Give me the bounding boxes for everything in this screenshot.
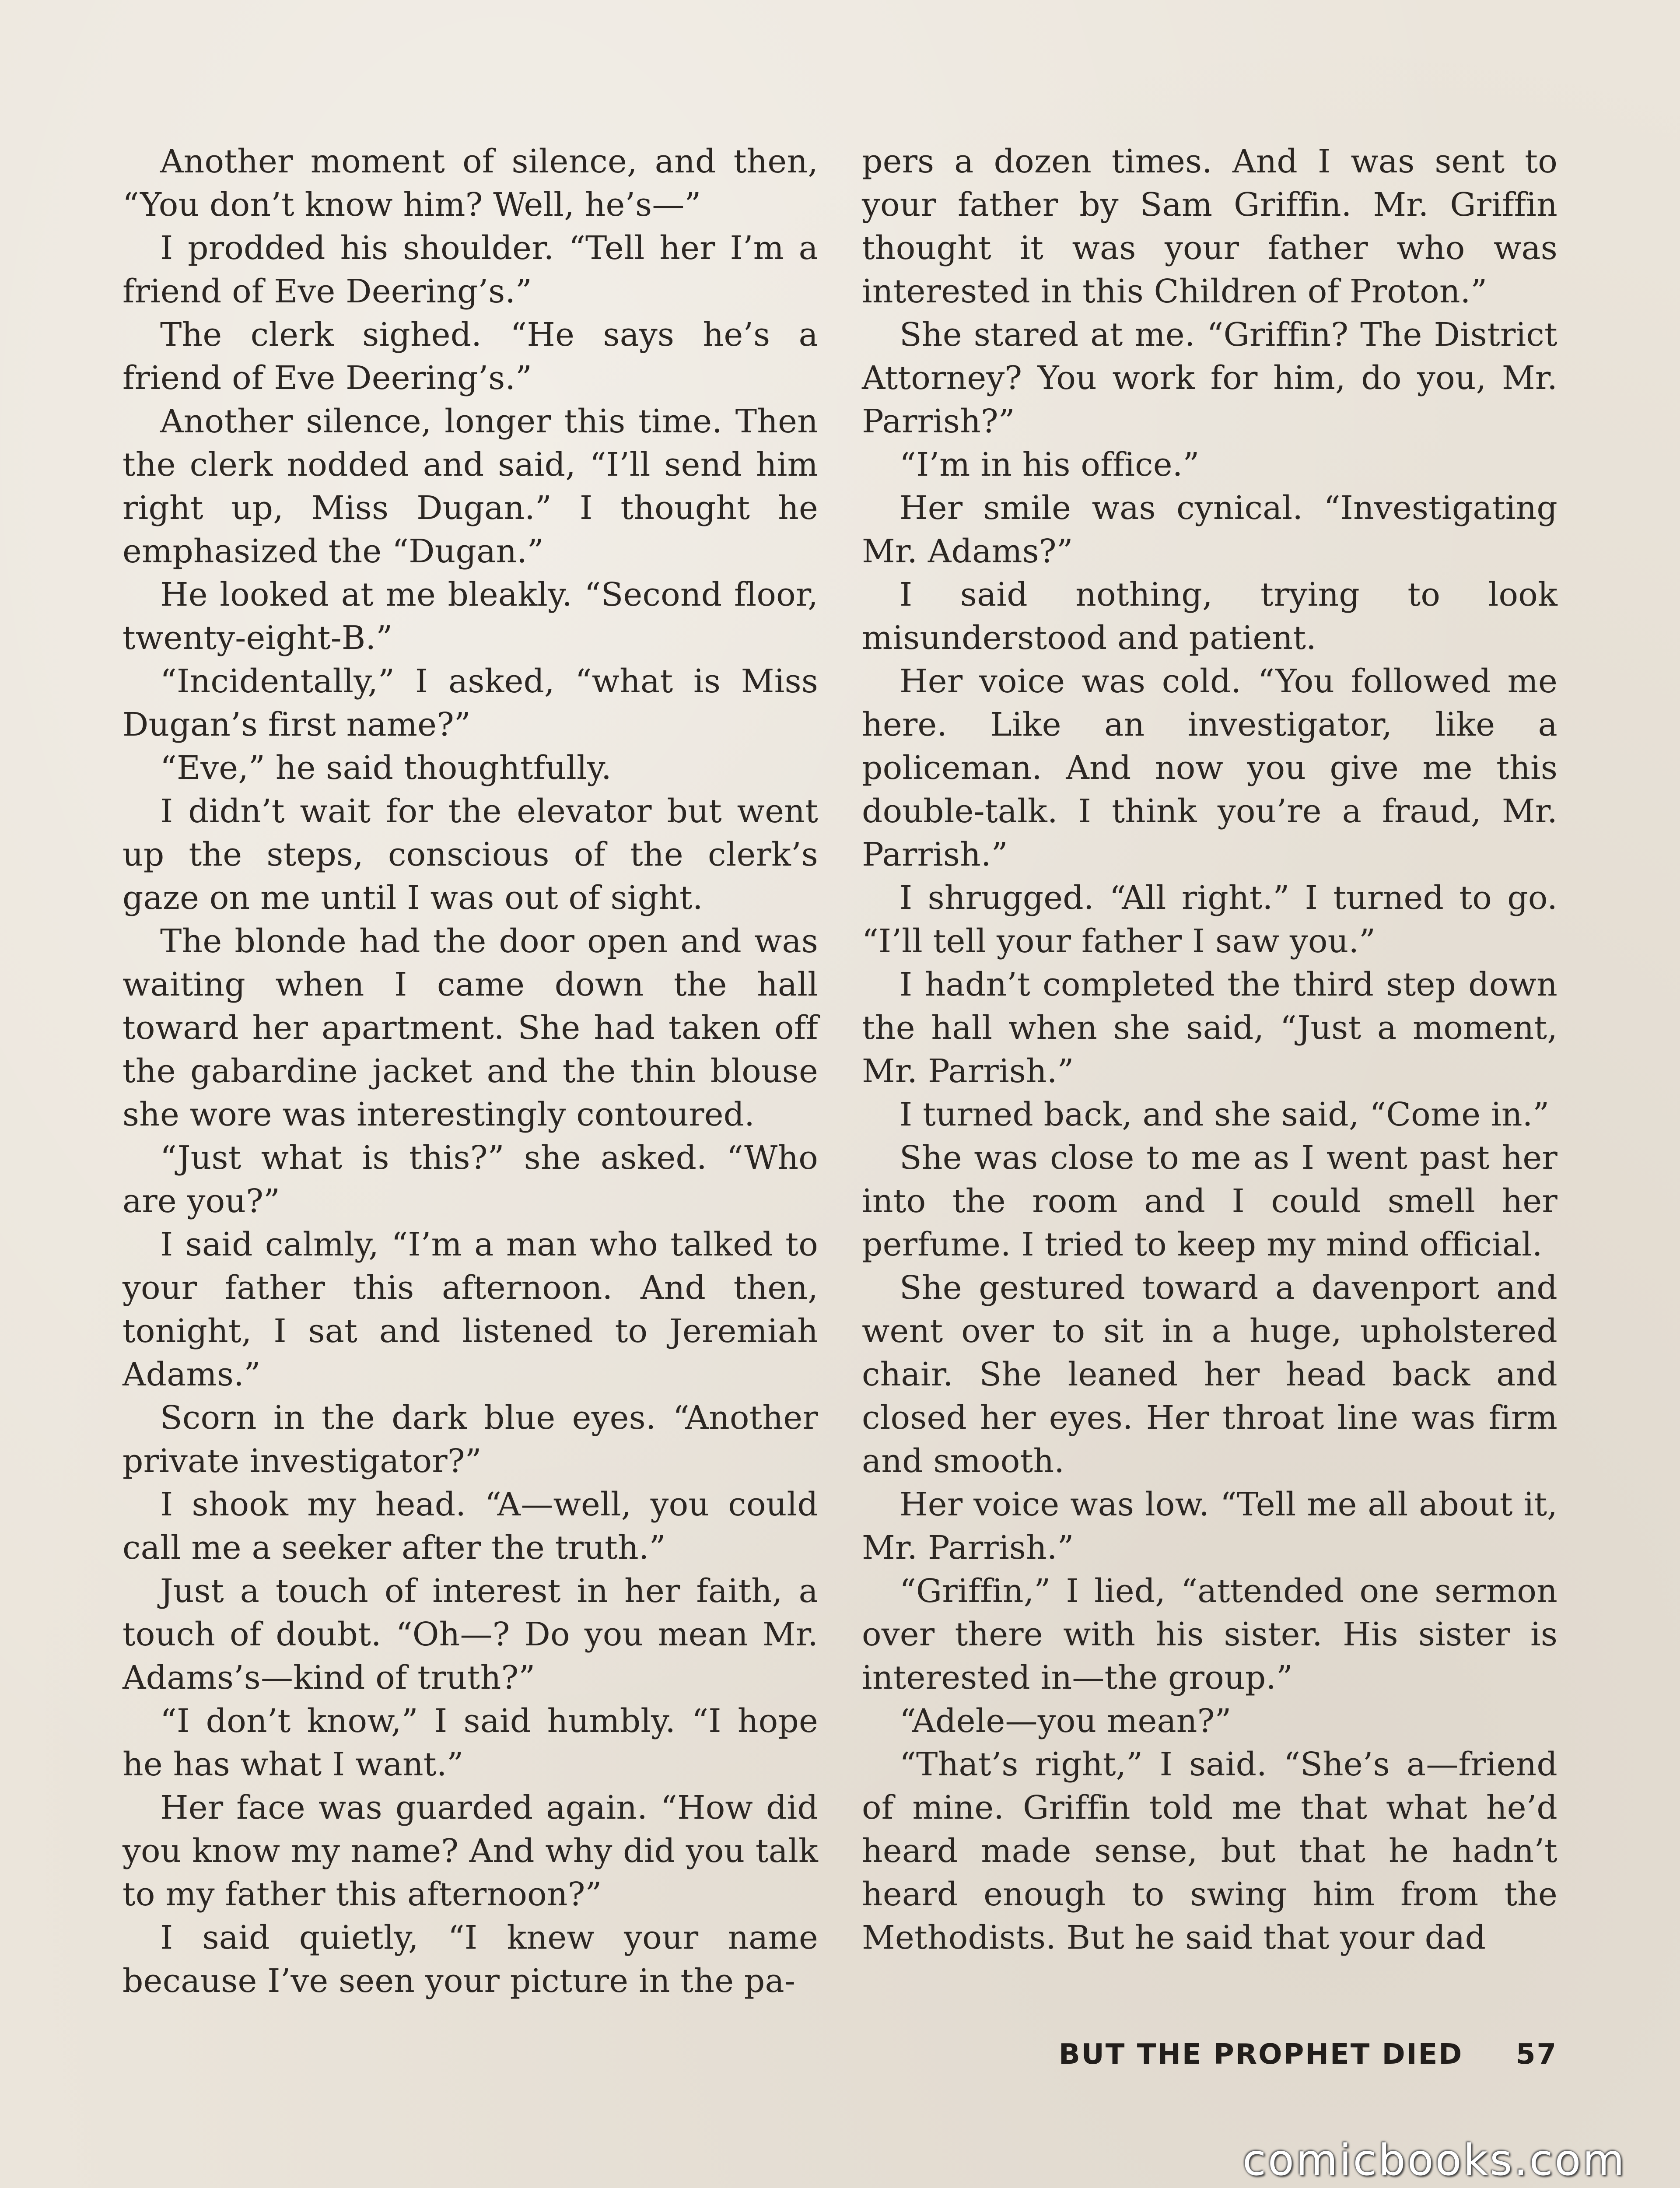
paragraph: Her voice was cold. “You followed me here. Like an investigator, like a policeman. And now you give me this double-talk. I think you’re a fraud, Mr. Parrish.” bbox=[862, 663, 1558, 873]
paragraph: She gestured toward a davenport and went over to sit in a huge, upholstered chair. She leaned her head back and closed her eyes. Her throat line was firm and smooth. bbox=[862, 1269, 1558, 1480]
paragraph: Her smile was cynical. “Investigating Mr. Adams?” bbox=[862, 489, 1558, 570]
paragraph: I said quietly, “I knew your name because I’ve seen your picture in the pa- bbox=[122, 1919, 818, 2000]
paragraph: Scorn in the dark blue eyes. “Another private investigator?” bbox=[122, 1399, 818, 1480]
paragraph: I didn’t wait for the elevator but went up the steps, conscious of the clerk’s gaze on me until I was out of sight. bbox=[122, 792, 818, 917]
paragraph: Her voice was low. “Tell me all about it, Mr. Parrish.” bbox=[862, 1486, 1558, 1567]
running-title: BUT THE PROPHET DIED bbox=[1059, 2038, 1463, 2071]
paragraph: “That’s right,” I said. “She’s a—friend of mine. Griffin told me that what he’d heard made sense, but that he hadn’t heard enough to swing him from the Methodists. But he said that your dad bbox=[862, 1746, 1558, 1957]
paragraph: I hadn’t completed the third step down the hall when she said, “Just a moment, Mr. Parrish.” bbox=[862, 966, 1558, 1090]
paragraph: “Griffin,” I lied, “attended one sermon over there with his sister. His sister is interested in—the group.” bbox=[862, 1572, 1558, 1697]
paragraph: She stared at me. “Griffin? The District Attorney? You work for him, do you, Mr. Parrish?” bbox=[862, 316, 1558, 440]
paragraph: I prodded his shoulder. “Tell her I’m a friend of Eve Deering’s.” bbox=[122, 229, 818, 310]
paragraph: I said calmly, “I’m a man who talked to your father this afternoon. And then, tonight, I sat and listened to Jeremiah Adams.” bbox=[122, 1226, 818, 1393]
paragraph: Another silence, longer this time. Then the clerk nodded and said, “I’ll send him right up, Miss Dugan.” I thought he emphasized the “Dugan.” bbox=[122, 403, 818, 570]
page-footer bbox=[1059, 2038, 1558, 2071]
paragraph: “I don’t know,” I said humbly. “I hope he has what I want.” bbox=[122, 1702, 818, 1783]
paragraph: I said nothing, trying to look misunderstood and patient. bbox=[862, 576, 1558, 657]
paragraph: I shrugged. “All right.” I turned to go. “I’ll tell your father I saw you.” bbox=[862, 879, 1558, 960]
paragraph: Another moment of silence, and then, “You don’t know him? Well, he’s—” bbox=[122, 143, 818, 224]
paragraph: “I’m in his office.” bbox=[900, 446, 1200, 484]
paragraph: “Eve,” he said thoughtfully. bbox=[160, 749, 612, 787]
paragraph: She was close to me as I went past her into the room and I could smell her perfume. I tried to keep my mind official. bbox=[862, 1139, 1558, 1263]
paragraph-continued: pers a dozen times. And I was sent to your father by Sam Griffin. Mr. Griffin thought it was your father who was interested in this Children of Proton.” bbox=[862, 143, 1558, 310]
paragraph: “Incidentally,” I asked, “what is Miss Dugan’s first name?” bbox=[122, 663, 818, 743]
text-column-left bbox=[122, 140, 818, 2003]
paragraph: I shook my head. “A—well, you could call me a seeker after the truth.” bbox=[122, 1486, 818, 1567]
paragraph: “Adele—you mean?” bbox=[900, 1702, 1232, 1740]
page-number: 57 bbox=[1516, 2038, 1558, 2071]
watermark: comicbooks.com bbox=[1242, 2135, 1626, 2185]
paragraph: I turned back, and she said, “Come in.” bbox=[900, 1096, 1550, 1133]
paragraph: The blonde had the door open and was waiting when I came down the hall toward her apartment. She had taken off the gabardine jacket and the thin blouse she wore was interestingly contoured. bbox=[122, 922, 818, 1133]
paragraph: Her face was guarded again. “How did you know my name? And why did you talk to my father this afternoon?” bbox=[122, 1789, 818, 1913]
paragraph: Just a touch of interest in her faith, a touch of doubt. “Oh—? Do you mean Mr. Adams’s—kind of truth?” bbox=[122, 1572, 818, 1697]
text-column-right bbox=[862, 140, 1558, 1960]
paragraph: “Just what is this?” she asked. “Who are you?” bbox=[122, 1139, 818, 1220]
paragraph: He looked at me bleakly. “Second floor, twenty-eight-B.” bbox=[122, 576, 818, 657]
paragraph: The clerk sighed. “He says he’s a friend of Eve Deering’s.” bbox=[122, 316, 818, 397]
